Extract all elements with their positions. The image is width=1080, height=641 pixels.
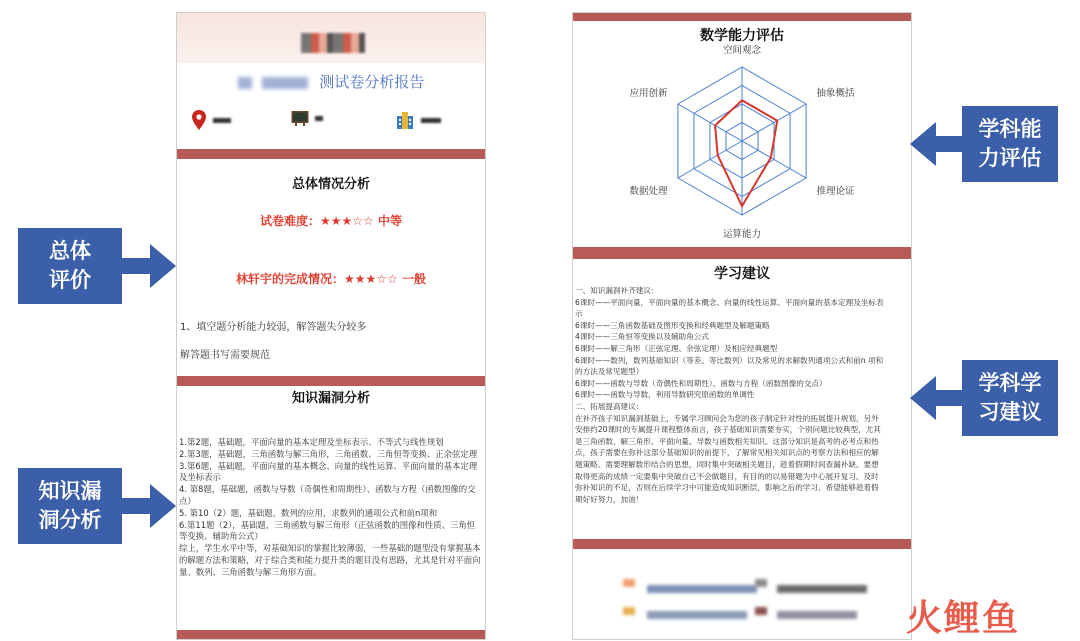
grade-info [291,110,323,126]
radar-svg [573,29,911,251]
knowledge-gap-list [179,437,483,579]
list-item: 在补齐孩子知识漏洞基础上，专属学习顾问会为您的孩子制定针对性的拓展提升规划，另外 [575,413,879,423]
list-item: 一、知识漏洞补齐建议： [575,286,659,295]
knowledge-section-title: 知识漏洞分析 [291,391,370,406]
radar-axis-label: 空间观念 [722,45,762,56]
list-item: 6.第11题（2），基础题，三角函数与解三角形（正弦函数的图像和性质、三角恒 [179,519,476,530]
list-item: 示 [575,309,583,319]
list-item: 安排约20课时的专属提升课程整体而言，孩子基础知识需要夯实，个别问题比较典型，尤其 [575,425,881,435]
location-info [191,110,231,130]
list-item: 取得更高的成绩一定要集中突破自己不会做题目，有目的的以易错题为中心展开复习。及时 [575,471,879,481]
blurred-location [213,118,231,123]
arrow-right-icon [150,244,176,288]
list-item: 及坐标表示 [179,472,221,483]
overall-note-1: 1、填空题分析能力较弱，解答题失分较多 [180,322,367,333]
list-item: 6课时——三角函数基础及图形变换和经典题型及解题策略 [575,320,770,330]
school-info [395,110,441,130]
school-building-icon [395,110,415,130]
blurred-footer-icon [755,607,767,615]
list-item: 5. 第10（2）题，基础题，数列的应用，求数列的通项公式和前n项和 [179,507,438,518]
blurred-footer-text [777,585,867,593]
list-item: 6课时——数列，数列基础知识（等差、等比数列）以及常见的求解数列通项公式和前n 项和 [575,355,884,365]
arrow-shaft [934,136,962,152]
ability-radar-chart [573,29,911,251]
callout-ability: 学科能 力评估 [962,106,1058,182]
list-item: 期好好努力，加油！ [575,494,644,504]
advice-section-title: 学习建议 [714,266,770,282]
list-item: 等变换、辅助角公式） [179,531,263,542]
section-divider [573,247,911,259]
report-title-text: 测试卷分析报告 [319,73,425,91]
list-item: 4. 第8题，基础题，函数与导数（奇偶性和周期性）、函数与方程（函数图像的交 [179,484,476,495]
blurred-footer-icon [623,607,635,615]
arrow-shaft [934,390,962,406]
blurred-footer-text [647,611,747,619]
brand-watermark: 火鲤鱼 [906,598,1021,639]
section-divider [177,630,485,640]
list-item: 点，孩子需要在弥补这部分基础知识的前提下，了解常见相关知识点的考察方法和相应的解 [575,448,879,458]
report-page-right [572,12,912,640]
list-item: 3.第6题，基础题，平面向量的基本概念、向量的线性运算、平面向量的基本定理 [179,460,478,471]
list-item: 6课时——解三角形（正弦定理、余弦定理）及相应经典题型 [575,343,778,353]
callout-advice: 学科学 习建议 [962,360,1058,436]
section-divider [177,376,485,386]
list-item: 点） [179,495,196,506]
list-item: 是三角函数、解三角形、平面向量、导数与函数相关知识。这部分知识是高考的必考点和热 [575,436,879,446]
blurred-school [421,118,441,123]
blurred-footer-text [777,611,857,619]
list-item: 二、拓展提高建议： [575,401,644,411]
blurred-logo [301,33,365,53]
list-item: 6课时——函数与导数（奇偶性和周期性）、函数与方程（函数图像的交点） [575,378,827,388]
arrow-right-icon [150,484,176,528]
section-divider [573,539,911,549]
list-item: 4课时——三角恒等变换以及辅助角公式 [575,332,709,342]
list-item: 1.第2题，基础题，平面向量的基本定理及坐标表示、不等式与线性规划 [179,437,444,447]
radar-student-series [715,100,777,206]
blurred-name-part [238,77,252,89]
completion-rating: 林轩宇的完成情况：★★★☆☆ 一般 [236,272,426,286]
blurred-name-part [262,77,308,89]
blurred-grade [315,116,323,121]
radar-axis-label: 运算能力 [722,229,762,240]
callout-overall: 总体 评价 [18,228,122,304]
section-divider [573,13,911,21]
ability-section-title: 数学能力评估 [700,28,784,44]
callout-knowledge: 知识漏 洞分析 [18,468,122,544]
overall-note-2: 解答题书写需要规范 [180,350,270,361]
list-item: 量、数列、三角函数与解三角形方面。 [179,566,322,577]
radar-axis-label: 推理论证 [816,186,855,197]
overall-section-title: 总体情况分析 [291,177,370,192]
blurred-footer-icon [623,579,635,587]
list-item: 题策略。需要理解数形结合的思想，同时集中突破相关题目，趁着假期时间查漏补缺。要想 [575,459,879,469]
arrow-shaft [122,498,150,514]
list-item: 的解题方法和策略，对于综合类和能力提升类的题目没有思路，尤其是针对平面向 [179,554,481,565]
blurred-footer-text [647,585,757,593]
advice-list [575,285,909,505]
radar-axis-label: 数据处理 [629,186,668,197]
arrow-left-icon [910,376,936,420]
arrow-shaft [122,258,150,274]
difficulty-rating: 试卷难度：★★★☆☆ 中等 [260,214,402,228]
list-item: 综上，学生水平中等，对基础知识的掌握比较薄弱，一些基础的题型没有掌握基本 [179,543,481,554]
report-title [177,71,485,92]
list-item: 6课时——平面向量，平面向量的基本概念、向量的线性运算、平面向量的基本定理及坐标表 [575,297,884,307]
arrow-left-icon [910,122,936,166]
section-divider [177,149,485,159]
list-item: 2.第3题，基础题，三角函数与解三角形，三角函数、三角恒等变换、正余弦定理 [179,448,478,459]
student-info-row [177,110,485,134]
blurred-footer-icon [755,579,767,587]
blackboard-icon [291,110,309,126]
list-item: 的方法及常见题型） [575,367,644,377]
radar-axis-label: 抽象概括 [816,88,855,99]
location-pin-icon [191,110,207,130]
radar-axis-label: 应用创新 [629,88,668,99]
list-item: 6课时——函数与导数，利用导数研究原函数的单调性 [575,390,755,400]
report-page-left [176,12,486,640]
list-item: 弥补知识的不足，否则在后续学习中可能造成知识断层，影响之后的学习。希望能够趁着假 [575,483,879,493]
